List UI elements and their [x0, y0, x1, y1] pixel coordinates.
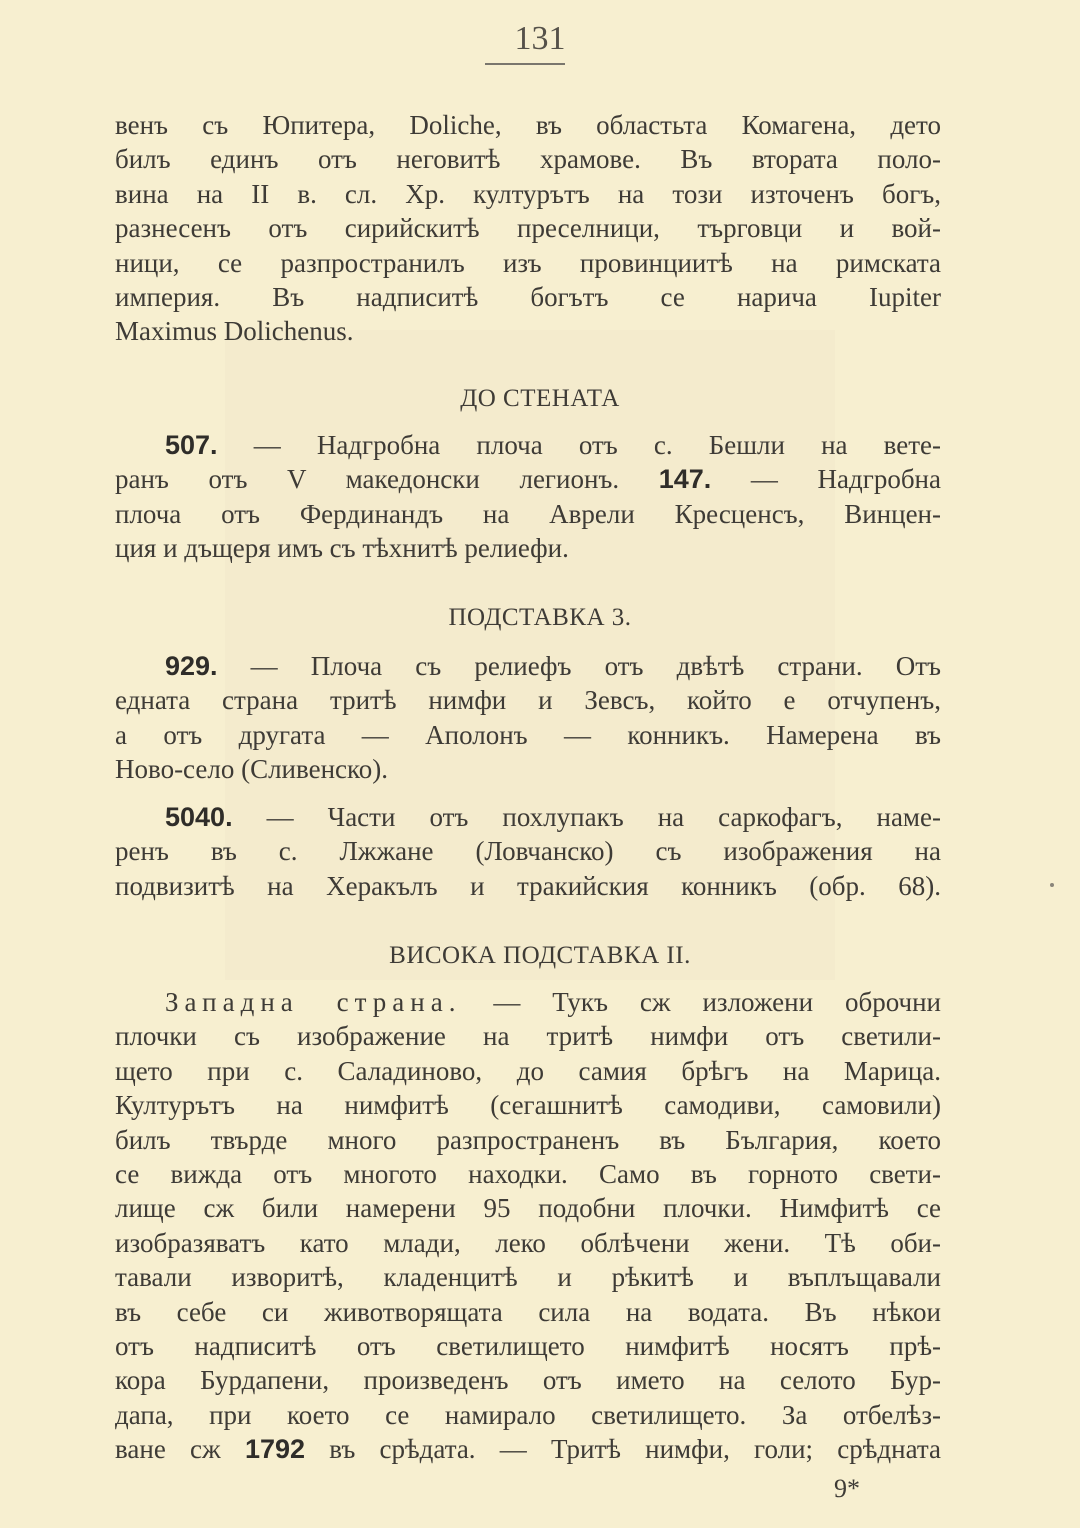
text-line: Културътъ на нимфитѣ (сегашнитѣ самодиви, самовили): [115, 1090, 941, 1121]
signature-mark: 9*: [834, 1474, 860, 1503]
section-heading-visoka-podstavka: ВИСОКА ПОДСТАВКА II.: [389, 942, 691, 969]
text-line: се вижда отъ многото находки. Само въ горното свети-: [115, 1159, 941, 1190]
text-line: [115, 428, 941, 462]
item-number: 507.: [165, 430, 218, 460]
text-line: плоча отъ Фердинандъ на Аврели Кресценсъ, Винцен-: [115, 498, 941, 529]
text-line: [115, 800, 941, 834]
item-number: 5040.: [165, 802, 233, 832]
text-line: [115, 985, 941, 1019]
section-heading-do-stenata: ДО СТЕНАТА: [460, 385, 620, 412]
paper-speck: [1050, 883, 1054, 887]
text-line: вина на II в. сл. Хр. културътъ на този източенъ богъ,: [115, 178, 941, 209]
text-line: империя. Въ надписитѣ богътъ се нарича Iupiter: [115, 282, 941, 313]
text-line: изобразяватъ като млади, леко облѣчени жени. Тѣ оби-: [115, 1227, 941, 1258]
section-podstavka-3-paragraph-1: [115, 649, 941, 787]
text-line: венъ съ Юпитера, Doliche, въ областьта Комагена, дето: [115, 110, 941, 140]
text-line: тавали изворитѣ, кладенцитѣ и рѣкитѣ и въплъщавали: [115, 1262, 941, 1293]
text-line: билъ твърде много разпространенъ въ България, което: [115, 1124, 941, 1155]
text-line: [115, 1432, 941, 1466]
spaced-subheading: Западна страна.: [165, 987, 462, 1017]
text-line: отъ надписитѣ отъ светилището нимфитѣ носятъ прѣ-: [115, 1331, 941, 1362]
section-podstavka-3-paragraph-2: [115, 800, 941, 903]
section-do-stenata-text: [115, 428, 941, 566]
text-line: [115, 462, 941, 496]
page-number: 131: [514, 20, 566, 57]
text-fragment: — Плоча съ релиефъ отъ двѣтѣ страни. Отъ: [217, 651, 941, 681]
text-line: плочки съ изображение на тритѣ нимфи отъ светили-: [115, 1021, 941, 1052]
section-visoka-podstavka-text: [115, 985, 941, 1467]
text-line: подвизитѣ на Херакълъ и тракийския конникъ (обр. 68).: [115, 870, 941, 901]
text-line: ция и дъщеря имъ съ тѣхнитѣ релиефи.: [115, 533, 569, 564]
text-line: билъ единъ отъ неговитѣ храмове. Въ втората поло-: [115, 144, 941, 175]
text-line: Ново-село (Сливенско).: [115, 754, 388, 785]
text-fragment: въ срѣдата. — Тритѣ нимфи, голи; срѣдната: [305, 1434, 941, 1465]
text-line: щето при с. Саладиново, до самия брѣгъ на Марица.: [115, 1055, 941, 1086]
text-line: кора Бурдапени, произведенъ отъ името на селото Бур-: [115, 1365, 941, 1396]
text-line: дапа, при което се намирало светилището. За отбелѣз-: [115, 1399, 941, 1430]
intro-paragraph: [115, 108, 941, 349]
text-line: разнесенъ отъ сирийскитѣ преселници, търговци и вой-: [115, 213, 941, 244]
text-line: ренъ въ с. Лжжане (Ловчанско) съ изображения на: [115, 836, 941, 867]
item-number: 1792: [244, 1434, 306, 1465]
text-fragment: — Надгробна: [711, 464, 941, 495]
text-fragment: ване сж: [115, 1434, 245, 1465]
text-line: въ себе си животворящата сила на водата. Въ нѣкои: [115, 1296, 941, 1327]
text-fragment: — Надгробна плоча отъ с. Бешли на вете-: [217, 430, 941, 460]
text-line: ници, се разпространилъ изъ провинциитѣ на римската: [115, 247, 941, 278]
text-fragment: — Тукъ сж изложени оброчни: [461, 987, 941, 1017]
text-fragment: — Части отъ похлупакъ на саркофагъ, наме-: [232, 802, 941, 832]
text-line: едната страна тритѣ нимфи и Зевсъ, който е отчупенъ,: [115, 685, 941, 716]
text-line: лище сж били намерени 95 подобни плочки. Нимфитѣ се: [115, 1193, 941, 1224]
section-heading-podstavka-3: ПОДСТАВКА 3.: [448, 604, 632, 631]
page-number-rule: [485, 63, 565, 65]
text-fragment: ранъ отъ V македонски легионъ.: [115, 464, 659, 495]
item-number: 929.: [165, 651, 218, 681]
text-line: [115, 649, 941, 683]
text-line: Maximus Dolichenus.: [115, 316, 354, 347]
text-line: а отъ другата — Аполонъ — конникъ. Намерена въ: [115, 719, 941, 750]
item-number: 147.: [658, 464, 712, 495]
